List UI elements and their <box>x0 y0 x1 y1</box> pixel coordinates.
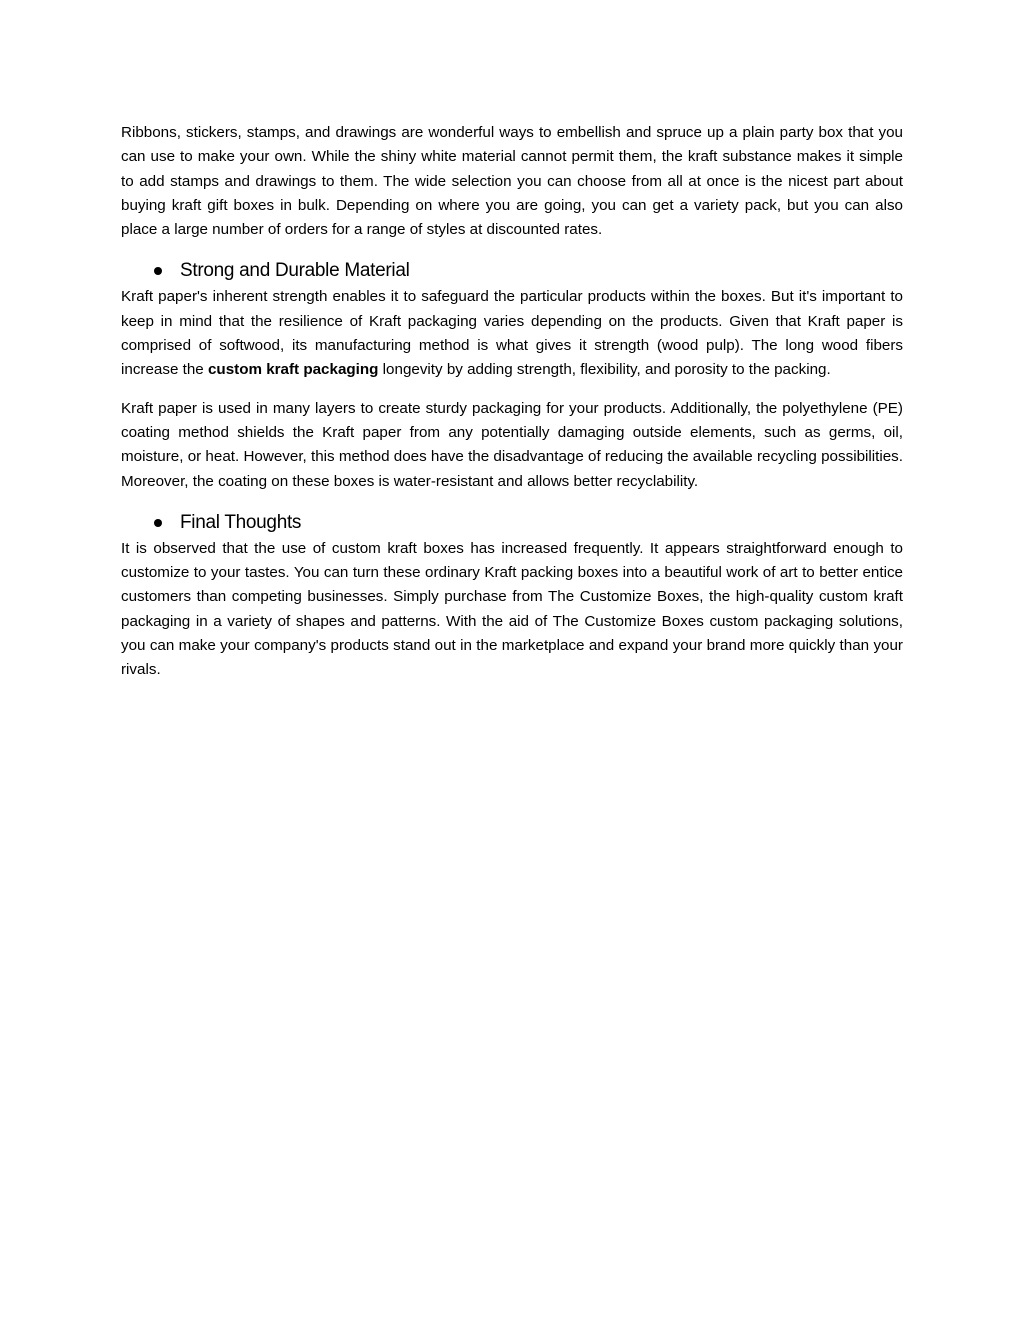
bold-keyword: custom kraft packaging <box>207 361 379 379</box>
paragraph-conclusion: It is observed that the use of custom kraft boxes has increased frequently. It appears straightforward enough to customize to your tastes. You can turn these ordinary Kraft packing boxes into a beautiful work of art to better entice customers than competing businesses. Simply purchase from The Customize Boxes, the high-quality custom kraft packaging in a variety of shapes and patterns. With the aid of The Customize Boxes custom packaging solutions, you can make your company's products stand out in the marketplace and expand your brand more quickly than your rivals. <box>121 539 903 679</box>
paragraph-embellish: Ribbons, stickers, stamps, and drawings are wonderful ways to embellish and spruce up a plain party box that you can use to make your own. While the shiny white material cannot permit them, the kraft substance makes it simple to add stamps and drawings to them. The wide selection you can choose from all at once is the nicest part about buying kraft gift boxes in bulk. Depending on where you are going, you can get a variety pack, but you can also place a large number of orders for a range of styles at discounted rates. <box>121 124 903 239</box>
heading-strong-durable <box>121 257 903 285</box>
bullet-icon <box>154 519 162 527</box>
document-page <box>121 121 903 683</box>
paragraph-kraft-strength <box>121 285 903 382</box>
heading-text: Final Thoughts <box>180 511 302 533</box>
paragraph-text: longevity by adding strength, flexibility, and porosity to the packing. <box>378 361 831 379</box>
heading-final-thoughts <box>121 509 903 537</box>
paragraph-pe-coating: Kraft paper is used in many layers to create sturdy packaging for your products. Additionally, the polyethylene (PE) coating method shields the Kraft paper from any potentially damaging outside elements, such as germs, oil, moisture, or heat. However, this method does have the disadvantage of reducing the available recycling possibilities. Moreover, the coating on these boxes is water-resistant and allows better recyclability. <box>121 399 903 490</box>
bullet-icon <box>154 267 162 275</box>
paragraph-text: Kraft paper's inherent strength enables it to safeguard the particular products within the boxes. But it's important to keep in mind that the resilience of Kraft packaging varies depending on the products. Given that Kraft paper is comprised of softwood, its manufacturing method is what gives it strength (wood pulp). The long wood fibers increase the <box>121 288 903 379</box>
heading-text: Strong and Durable Material <box>180 260 410 282</box>
